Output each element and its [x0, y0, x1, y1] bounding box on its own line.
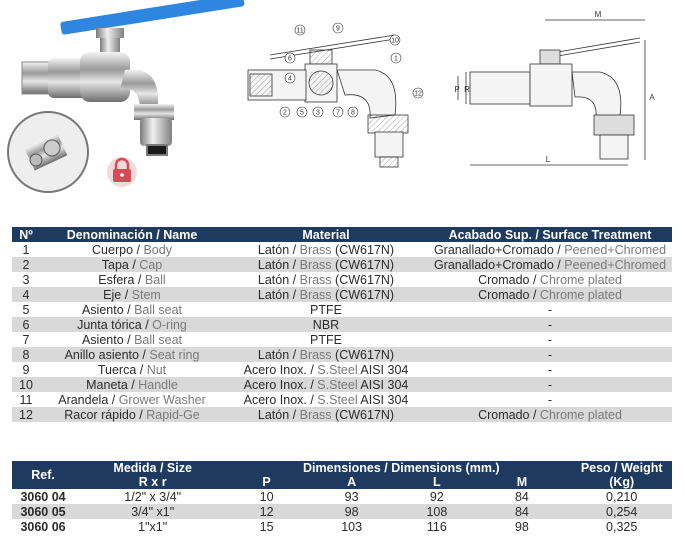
cell-p: 15 [259, 519, 274, 534]
cell-finish: Granallado+Cromado / Peened+Chromed [433, 242, 667, 257]
cell-material [224, 317, 428, 332]
material-code: (CW617N) [335, 272, 395, 287]
part-number: 6 [22, 317, 30, 332]
dimension-drawing [458, 20, 645, 165]
cell-material: Latón / Brass (CW617N) [224, 407, 428, 422]
part-number: 9 [22, 362, 30, 377]
cell-name: Asiento / Ball seat [81, 332, 183, 347]
table-row [12, 377, 672, 392]
header-ref: Ref. [12, 461, 74, 489]
cell-name: Junta tórica / O-ring [40, 317, 224, 332]
name-es: Maneta [86, 377, 128, 392]
cell-material: Acero Inox. / S.Steel AISI 304 [224, 377, 428, 392]
callout-label: 2 [283, 109, 287, 117]
cell-size: 1"x1" [138, 519, 168, 534]
finish-es: Cromado [478, 287, 530, 302]
cell-a: 98 [302, 504, 401, 519]
dim-label: P [454, 85, 460, 94]
cell-material: Acero Inox. / S.Steel AISI 304 [243, 392, 409, 407]
cell-name: Esfera / Ball [98, 272, 166, 287]
material-es: Latón [257, 287, 290, 302]
name-en: Ball seat [134, 302, 183, 317]
header-m: M [472, 475, 571, 489]
cell-l: 92 [429, 489, 444, 504]
part-number: 3 [22, 272, 30, 287]
cell-material: Latón / Brass (CW617N) [224, 287, 428, 302]
material-es: Acero Inox. [243, 392, 307, 407]
finish-es: Granallado+Cromado [433, 242, 554, 257]
cell-no [12, 287, 40, 302]
name-en: Stem [131, 287, 161, 302]
cell-name: Tuerca / Nut [97, 362, 167, 377]
header-weight-sub: (Kg) [571, 475, 672, 489]
material-en: Brass [299, 287, 332, 302]
table-row [12, 362, 672, 377]
dim-label: M [594, 10, 602, 19]
callout-label: 3 [316, 109, 320, 117]
header-size: Medida / Size [74, 461, 231, 475]
table-row [12, 407, 672, 422]
table-row [12, 519, 672, 534]
material-code: AISI 304 [360, 377, 409, 392]
dim-label: R [464, 85, 470, 94]
name-es: Esfera [98, 272, 135, 287]
finish-es: Granallado+Cromado [433, 257, 554, 272]
header-material: Material [224, 227, 428, 242]
callout-label: 11 [296, 27, 304, 35]
name-es: Anillo asiento [64, 347, 139, 362]
name-es: Asiento [81, 302, 124, 317]
name-en: Cap [139, 257, 163, 272]
header-size-sub: R x r [74, 475, 231, 489]
table-row [12, 287, 672, 302]
material-en: S.Steel [317, 377, 358, 392]
header-finish: Acabado Sup. / Surface Treatment [428, 227, 672, 242]
header-weight: Peso / Weight [571, 461, 672, 475]
table-row [12, 392, 672, 407]
name-es: Eje [103, 287, 122, 302]
cell-no [12, 317, 40, 332]
name-en: Body [143, 242, 172, 257]
cell-size: 1/2" x 3/4" [124, 489, 182, 504]
finish-es: - [547, 302, 553, 317]
table-row [12, 242, 672, 257]
cell-material: Latón / Brass (CW617N) [224, 257, 428, 272]
finish-en: Chrome plated [539, 287, 622, 302]
cell-name: Asiento / Ball seat [81, 302, 183, 317]
name-en: O-ring [152, 317, 187, 332]
material-es: PTFE [310, 302, 342, 317]
material-code: AISI 304 [360, 362, 409, 377]
finish-en: Peened+Chromed [564, 242, 667, 257]
cell-no [12, 377, 40, 392]
lock-icon [107, 157, 137, 187]
finish-es: - [547, 317, 553, 332]
finish-en: Chrome plated [539, 272, 622, 287]
cell-finish [428, 347, 672, 362]
table-row [12, 504, 672, 519]
name-es: Asiento [81, 332, 124, 347]
name-es: Tuerca [97, 362, 137, 377]
part-number: 1 [22, 242, 30, 257]
cell-p: 10 [259, 489, 274, 504]
material-es: Latón [257, 257, 290, 272]
cell-finish: Granallado+Cromado / Peened+Chromed [428, 257, 672, 272]
material-es: Latón [257, 272, 290, 287]
material-en: S.Steel [317, 392, 358, 407]
cell-m: 98 [514, 519, 529, 534]
material-es: Latón [257, 242, 290, 257]
table-row [12, 272, 672, 287]
cell-m: 84 [514, 489, 529, 504]
cell-name: Anillo asiento / Seat ring [40, 347, 224, 362]
part-number: 4 [22, 287, 30, 302]
cell-finish [428, 362, 672, 377]
material-en: Brass [299, 407, 332, 422]
finish-es: - [547, 347, 553, 362]
cell-finish: Cromado / Chrome plated [428, 287, 672, 302]
name-es: Arandela [58, 392, 109, 407]
header-name: Denominación / Name [40, 227, 224, 242]
finish-en: Peened+Chromed [564, 257, 667, 272]
cell-finish [428, 332, 672, 347]
dimensions-table [12, 461, 672, 534]
callout-label: 10 [391, 37, 399, 45]
part-number: 5 [22, 302, 30, 317]
callout-label: 12 [414, 90, 422, 98]
part-number: 8 [22, 347, 30, 362]
cell-name: Arandela / Grower Washer [58, 392, 206, 407]
cell-name: Cuerpo / Body [92, 242, 172, 257]
finish-es: - [547, 392, 553, 407]
material-es: Latón [257, 347, 290, 362]
cell-material [224, 302, 428, 317]
table-row [12, 332, 672, 347]
cell-no [12, 302, 40, 317]
finish-es: Cromado [478, 272, 530, 287]
cell-l: 108 [401, 504, 472, 519]
cell-no [12, 392, 40, 407]
finish-es: - [547, 377, 553, 392]
material-code: (CW617N) [335, 242, 395, 257]
cell-a: 103 [341, 519, 363, 534]
name-en: Nut [146, 362, 167, 377]
parts-table [12, 227, 672, 422]
cell-p: 12 [231, 504, 302, 519]
cell-no [12, 347, 40, 362]
material-code: (CW617N) [335, 287, 395, 302]
cell-kg: 0,254 [571, 504, 672, 519]
table-row [12, 302, 672, 317]
material-code: AISI 304 [360, 392, 409, 407]
cell-m: 84 [472, 504, 571, 519]
name-en: Grower Washer [118, 392, 206, 407]
cell-name: Racor rápido / Rapid-Ge [40, 407, 224, 422]
dim-label: L [545, 155, 551, 164]
cell-name: Eje / Stem [40, 287, 224, 302]
dim-label: A [649, 93, 655, 102]
material-en: Brass [299, 272, 332, 287]
name-en: Rapid-Ge [146, 407, 200, 422]
cell-no [12, 257, 40, 272]
detail-inset [8, 112, 88, 192]
sectional-drawing [248, 35, 408, 167]
cell-finish [428, 377, 672, 392]
cell-no [12, 407, 40, 422]
table-row [12, 489, 672, 504]
table-row [12, 257, 672, 272]
part-number: 12 [19, 407, 33, 422]
name-es: Tapa [101, 257, 129, 272]
name-en: Ball seat [134, 332, 183, 347]
finish-es: Cromado [478, 407, 530, 422]
dims-header-row-1 [12, 461, 672, 475]
name-en: Ball [144, 272, 166, 287]
cell-finish [428, 317, 672, 332]
name-es: Junta tórica [77, 317, 142, 332]
name-en: Handle [138, 377, 178, 392]
callout-label: 9 [336, 25, 340, 33]
cell-ref: 3060 04 [20, 489, 66, 504]
material-es: Acero Inox. [243, 377, 307, 392]
material-es: Acero Inox. [243, 362, 307, 377]
cell-no [12, 242, 40, 257]
material-en: S.Steel [317, 362, 358, 377]
finish-en: Chrome plated [539, 407, 622, 422]
cell-name: Tapa / Cap [40, 257, 224, 272]
finish-es: - [547, 332, 553, 347]
cell-ref: 3060 06 [20, 519, 66, 534]
cell-finish [428, 302, 672, 317]
material-es: Latón [257, 407, 290, 422]
callout-label: 4 [288, 75, 292, 83]
cell-finish: Cromado / Chrome plated [478, 272, 622, 287]
cell-material: Latón / Brass (CW617N) [257, 242, 395, 257]
cell-ref: 3060 05 [12, 504, 74, 519]
material-es: NBR [312, 317, 340, 332]
name-es: Cuerpo [92, 242, 134, 257]
cell-material: Acero Inox. / S.Steel AISI 304 [243, 362, 409, 377]
header-a: A [302, 475, 401, 489]
material-en: Brass [299, 242, 332, 257]
part-number: 7 [22, 332, 30, 347]
header-l: L [401, 475, 472, 489]
cell-no [12, 272, 40, 287]
material-es: PTFE [310, 332, 342, 347]
material-code: (CW617N) [335, 407, 395, 422]
parts-table-header [12, 227, 672, 242]
callout-label: 6 [288, 55, 292, 63]
header-no: Nº [12, 227, 40, 242]
dims-header-row-2 [12, 475, 672, 489]
header-p: P [231, 475, 302, 489]
material-code: (CW617N) [335, 257, 395, 272]
material-en: Brass [299, 257, 332, 272]
callout-label: 1 [394, 55, 398, 63]
part-number: 10 [19, 377, 33, 392]
cell-no [12, 362, 40, 377]
cell-finish: Cromado / Chrome plated [428, 407, 672, 422]
cell-finish [428, 392, 672, 407]
header-dimensions: Dimensiones / Dimensions (mm.) [231, 461, 571, 475]
cell-a: 93 [344, 489, 359, 504]
cell-material: Latón / Brass (CW617N) [224, 347, 428, 362]
name-en: Seat ring [149, 347, 200, 362]
finish-es: - [547, 362, 553, 377]
cell-kg: 0,325 [606, 519, 638, 534]
part-number: 2 [22, 257, 30, 272]
cell-material [224, 332, 428, 347]
callout-label: 8 [351, 109, 355, 117]
cell-l: 116 [426, 519, 447, 534]
material-en: Brass [299, 347, 332, 362]
cell-size: 3/4" x1" [74, 504, 231, 519]
callout-label: 5 [300, 109, 304, 117]
table-row [12, 317, 672, 332]
cell-material: Latón / Brass (CW617N) [257, 272, 395, 287]
table-row [12, 347, 672, 362]
cell-no [12, 332, 40, 347]
material-code: (CW617N) [335, 347, 395, 362]
callout-label: 7 [336, 109, 340, 117]
part-number: 11 [19, 392, 33, 407]
cell-kg: 0,210 [606, 489, 638, 504]
name-es: Racor rápido [64, 407, 136, 422]
product-figure [0, 0, 685, 215]
cell-name: Maneta / Handle [40, 377, 224, 392]
